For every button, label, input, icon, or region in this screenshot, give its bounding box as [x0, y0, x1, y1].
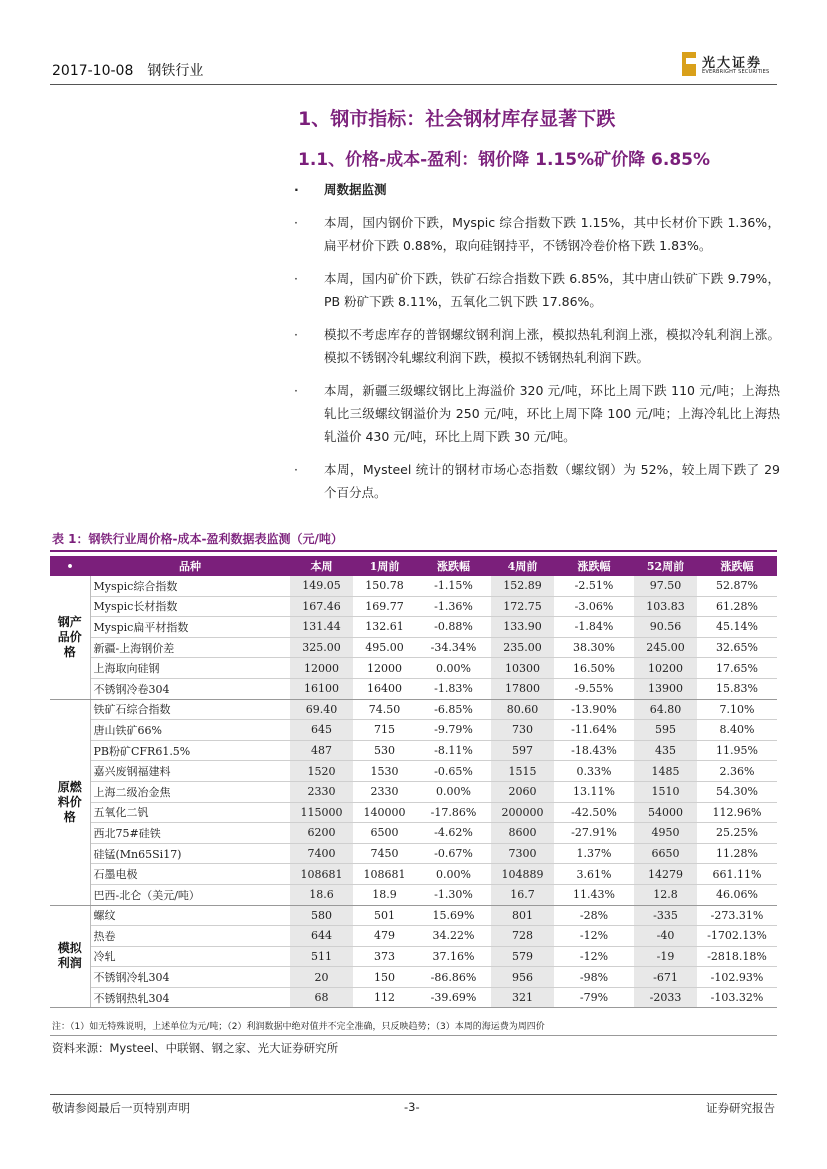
table-cell: 10300 — [491, 658, 554, 679]
bullet-list — [294, 178, 780, 514]
table-cell: 728 — [491, 926, 554, 947]
table-cell: 18.9 — [353, 884, 416, 905]
table-header-cell: 4周前 — [491, 556, 554, 576]
table-cell: -1.15% — [416, 576, 491, 596]
table-row — [50, 576, 777, 596]
bullet-dot-icon: · — [294, 462, 298, 477]
table-header-cell: 1周前 — [353, 556, 416, 576]
bullet-dot-icon: · — [294, 271, 298, 286]
table-cell: 801 — [491, 905, 554, 926]
table-cell: 8.40% — [697, 720, 777, 741]
table-cell: 16400 — [353, 678, 416, 699]
table-cell: 74.50 — [353, 699, 416, 720]
table-row — [50, 781, 777, 802]
table-cell: 0.33% — [554, 761, 634, 782]
table-cell: 64.80 — [634, 699, 697, 720]
table-cell: -12% — [554, 926, 634, 947]
table-row — [50, 678, 777, 699]
table-cell: 97.50 — [634, 576, 697, 596]
table-cell: -102.93% — [697, 967, 777, 988]
group-label: 原燃料价格 — [50, 699, 90, 905]
table-cell: 12.8 — [634, 884, 697, 905]
table-cell: 325.00 — [290, 637, 353, 658]
table-cell: 0.00% — [416, 864, 491, 885]
table-row — [50, 802, 777, 823]
table-cell: 8600 — [491, 823, 554, 844]
table-cell: 152.89 — [491, 576, 554, 596]
table-cell: 715 — [353, 720, 416, 741]
header-meta — [52, 60, 203, 80]
section-subtitle: 1.1、价格-成本-盈利：钢价降 1.15%矿价降 6.85% — [298, 150, 711, 170]
table-row — [50, 596, 777, 617]
table-cell: -0.67% — [416, 843, 491, 864]
bullet-item — [294, 323, 780, 369]
row-label: 铁矿石综合指数 — [90, 699, 290, 720]
table-cell: 38.30% — [554, 637, 634, 658]
table-cell: 90.56 — [634, 617, 697, 638]
table-cell: 1515 — [491, 761, 554, 782]
table-cell: 2330 — [290, 781, 353, 802]
table-cell: 579 — [491, 946, 554, 967]
footer-report-type: 证券研究报告 — [706, 1101, 775, 1115]
table-cell: 235.00 — [491, 637, 554, 658]
table-cell: -18.43% — [554, 740, 634, 761]
table-row — [50, 699, 777, 720]
table-cell: 0.00% — [416, 781, 491, 802]
table-cell: 32.65% — [697, 637, 777, 658]
industry-name: 钢铁行业 — [147, 63, 204, 79]
table-cell: 11.28% — [697, 843, 777, 864]
table-cell: 68 — [290, 987, 353, 1008]
table-cell: 112 — [353, 987, 416, 1008]
row-label: 石墨电极 — [90, 864, 290, 885]
table-cell: -103.32% — [697, 987, 777, 1008]
bullet-item — [294, 458, 780, 504]
table-row — [50, 926, 777, 947]
table-cell: -2033 — [634, 987, 697, 1008]
table-cell: 61.28% — [697, 596, 777, 617]
table-cell: -39.69% — [416, 987, 491, 1008]
table-cell: 644 — [290, 926, 353, 947]
table-cell: 15.83% — [697, 678, 777, 699]
table-cell: 1520 — [290, 761, 353, 782]
table-cell: 321 — [491, 987, 554, 1008]
table-cell: -2818.18% — [697, 946, 777, 967]
table-row — [50, 720, 777, 741]
table-row — [50, 637, 777, 658]
table-cell: -28% — [554, 905, 634, 926]
table-row — [50, 946, 777, 967]
report-date: 2017-10-08 — [52, 63, 134, 79]
table-cell: 103.83 — [634, 596, 697, 617]
bullet-text: 本周，新疆三级螺纹钢比上海溢价 320 元/吨，环比上周下跌 110 元/吨；上海热轧比三级螺纹钢溢价为 250 元/吨，环比上周下降 100 元/吨；上海冷轧比上海热轧溢价 430 元/吨，环比上周下跌 30 元/吨。 — [324, 383, 780, 444]
footer-disclaimer: 敬请参阅最后一页特别声明 — [52, 1101, 190, 1115]
bullet-text: 本周，国内矿价下跌，铁矿石综合指数下跌 6.85%，其中唐山铁矿下跌 9.79%，PB 粉矿下跌 8.11%，五氧化二钒下跌 17.86%。 — [324, 271, 780, 309]
table-cell: 20 — [290, 967, 353, 988]
table-note: 注：（1）如无特殊说明，上述单位为元/吨；（2）利润数据中绝对值并不完全准确，只反映趋势；（3）本周的海运费为周四价 — [52, 1022, 545, 1032]
table-cell: 150.78 — [353, 576, 416, 596]
table-cell: 730 — [491, 720, 554, 741]
row-label: 冷轧 — [90, 946, 290, 967]
table-row — [50, 740, 777, 761]
table-cell: 6200 — [290, 823, 353, 844]
table-cell: -2.51% — [554, 576, 634, 596]
table-cell: 108681 — [290, 864, 353, 885]
table-cell: 7.10% — [697, 699, 777, 720]
table-cell: 167.46 — [290, 596, 353, 617]
table-header-cell: 本周 — [290, 556, 353, 576]
table-cell: 115000 — [290, 802, 353, 823]
table-header-cell: 涨跌幅 — [554, 556, 634, 576]
table-cell: 435 — [634, 740, 697, 761]
table-row — [50, 658, 777, 679]
group-label: 钢产品价格 — [50, 576, 90, 699]
table-cell: -98% — [554, 967, 634, 988]
table-cell: 7300 — [491, 843, 554, 864]
table-cell: 1.37% — [554, 843, 634, 864]
table-cell: 13900 — [634, 678, 697, 699]
table-row — [50, 617, 777, 638]
table-cell: -12% — [554, 946, 634, 967]
table-cell: 133.90 — [491, 617, 554, 638]
row-label: 五氧化二钒 — [90, 802, 290, 823]
table-cell: 1530 — [353, 761, 416, 782]
table-cell: 108681 — [353, 864, 416, 885]
table-cell: 34.22% — [416, 926, 491, 947]
table-cell: -4.62% — [416, 823, 491, 844]
bullet-text: 周数据监测 — [324, 182, 387, 197]
table-cell: 956 — [491, 967, 554, 988]
table-cell: -1.83% — [416, 678, 491, 699]
table-cell: -3.06% — [554, 596, 634, 617]
table-row — [50, 884, 777, 905]
table-cell: -0.65% — [416, 761, 491, 782]
table-row — [50, 761, 777, 782]
table-cell: 2.36% — [697, 761, 777, 782]
row-label: 西北75#硅铁 — [90, 823, 290, 844]
row-label: 不锈钢热轧304 — [90, 987, 290, 1008]
logo-text-cn: 光大证券 — [702, 56, 763, 71]
row-label: 螺纹 — [90, 905, 290, 926]
table-cell: 17800 — [491, 678, 554, 699]
table-cell: -34.34% — [416, 637, 491, 658]
table-cell: 7450 — [353, 843, 416, 864]
table-cell: 3.61% — [554, 864, 634, 885]
table-cell: 6500 — [353, 823, 416, 844]
table-cell: 10200 — [634, 658, 697, 679]
row-label: 不锈钢冷卷304 — [90, 678, 290, 699]
table-cell: 15.69% — [416, 905, 491, 926]
table-cell: 104889 — [491, 864, 554, 885]
row-label: 嘉兴废钢福建料 — [90, 761, 290, 782]
table-cell: 12000 — [353, 658, 416, 679]
page-number: -3- — [404, 1100, 420, 1114]
table-cell: 501 — [353, 905, 416, 926]
table-cell: -1.84% — [554, 617, 634, 638]
table-cell: 172.75 — [491, 596, 554, 617]
bullet-dot-icon: · — [294, 215, 298, 230]
row-label: Myspic长材指数 — [90, 596, 290, 617]
table-cell: 14279 — [634, 864, 697, 885]
table-cell: 25.25% — [697, 823, 777, 844]
table-cell: 149.05 — [290, 576, 353, 596]
table-cell: -19 — [634, 946, 697, 967]
table-cell: 479 — [353, 926, 416, 947]
table-cell: -42.50% — [554, 802, 634, 823]
table-cell: 12000 — [290, 658, 353, 679]
table-cell: -6.85% — [416, 699, 491, 720]
table-cell: 1485 — [634, 761, 697, 782]
everbright-logo — [682, 50, 782, 80]
bullet-dot-icon: · — [294, 327, 298, 342]
table-cell: 245.00 — [634, 637, 697, 658]
table-row — [50, 843, 777, 864]
table-cell: -671 — [634, 967, 697, 988]
table-cell: -86.86% — [416, 967, 491, 988]
table-cell: 4950 — [634, 823, 697, 844]
table-cell: -335 — [634, 905, 697, 926]
table-cell: 595 — [634, 720, 697, 741]
table-cell: -13.90% — [554, 699, 634, 720]
table-cell: 597 — [491, 740, 554, 761]
table-cell: -79% — [554, 987, 634, 1008]
table-row — [50, 905, 777, 926]
table-header-cell: 品种 — [90, 556, 290, 576]
header-divider — [50, 84, 777, 85]
table-cell: -1702.13% — [697, 926, 777, 947]
table-cell: 140000 — [353, 802, 416, 823]
table-cell: 495.00 — [353, 637, 416, 658]
table-cell: -8.11% — [416, 740, 491, 761]
table-top-rule — [50, 550, 777, 552]
table-cell: 54000 — [634, 802, 697, 823]
table-cell: 645 — [290, 720, 353, 741]
table-cell: 0.00% — [416, 658, 491, 679]
table-cell: 200000 — [491, 802, 554, 823]
row-label: 新疆-上海钢价差 — [90, 637, 290, 658]
table-cell: 7400 — [290, 843, 353, 864]
row-label: Myspic扁平材指数 — [90, 617, 290, 638]
table-cell: 16.7 — [491, 884, 554, 905]
row-label: 热卷 — [90, 926, 290, 947]
bullet-item — [294, 178, 780, 201]
table-cell: 580 — [290, 905, 353, 926]
table-cell: -0.88% — [416, 617, 491, 638]
table-cell: 52.87% — [697, 576, 777, 596]
table-row — [50, 987, 777, 1008]
table-cell: 16100 — [290, 678, 353, 699]
bullet-text: 本周，国内钢价下跌，Myspic 综合指数下跌 1.15%，其中长材价下跌 1.36%，扁平材价下跌 0.88%，取向硅钢持平，不锈钢冷卷价格下跌 1.83%。 — [324, 215, 780, 253]
table-row — [50, 823, 777, 844]
table-cell: -11.64% — [554, 720, 634, 741]
bullet-text: 模拟不考虑库存的普钢螺纹钢利润上涨，模拟热轧利润上涨，模拟冷轧利润上涨。模拟不锈钢冷轧螺纹利润下跌，模拟不锈钢热轧利润下跌。 — [324, 327, 780, 365]
table-cell: 530 — [353, 740, 416, 761]
table-cell: 2330 — [353, 781, 416, 802]
table-body — [50, 576, 777, 1008]
table-cell: -27.91% — [554, 823, 634, 844]
table-cell: 80.60 — [491, 699, 554, 720]
table-cell: 112.96% — [697, 802, 777, 823]
bullet-item — [294, 211, 780, 257]
bullet-dot-icon: · — [294, 182, 299, 197]
section-title: 1、钢市指标：社会钢材库存显著下跌 — [298, 108, 616, 130]
row-label: 硅锰(Mn65Si17) — [90, 843, 290, 864]
table-cell: 1510 — [634, 781, 697, 802]
logo-text-en: EVERBRIGHT SECURITIES — [702, 69, 770, 75]
group-label: 模拟利润 — [50, 905, 90, 1008]
table-cell: -9.55% — [554, 678, 634, 699]
table-cell: 16.50% — [554, 658, 634, 679]
table-cell: 6650 — [634, 843, 697, 864]
footer-divider — [50, 1094, 777, 1095]
table-cell: 54.30% — [697, 781, 777, 802]
table-cell: 2060 — [491, 781, 554, 802]
table-cell: -17.86% — [416, 802, 491, 823]
table-row — [50, 864, 777, 885]
table-header-cell: 52周前 — [634, 556, 697, 576]
table-cell: -1.30% — [416, 884, 491, 905]
price-cost-profit-table — [50, 556, 777, 1008]
table-header-row — [50, 556, 777, 576]
table-cell: 511 — [290, 946, 353, 967]
table-cell: 169.77 — [353, 596, 416, 617]
bullet-text: 本周，Mysteel 统计的钢材市场心态指数（螺纹钢）为 52%，较上周下跌了 29 个百分点。 — [324, 462, 780, 500]
table-cell: 132.61 — [353, 617, 416, 638]
note-divider — [50, 1035, 777, 1036]
logo-mark-icon — [682, 52, 696, 76]
row-label: 上海二级冶金焦 — [90, 781, 290, 802]
table-cell: 11.43% — [554, 884, 634, 905]
row-label: 唐山铁矿66% — [90, 720, 290, 741]
table-cell: 69.40 — [290, 699, 353, 720]
table-header-cell: • — [50, 556, 90, 576]
table-cell: 373 — [353, 946, 416, 967]
row-label: Myspic综合指数 — [90, 576, 290, 596]
table-cell: 150 — [353, 967, 416, 988]
table-caption: 表 1：钢铁行业周价格-成本-盈利数据表监测（元/吨） — [52, 532, 343, 546]
row-label: 不锈钢冷轧304 — [90, 967, 290, 988]
row-label: 巴西-北仑（美元/吨） — [90, 884, 290, 905]
table-cell: -1.36% — [416, 596, 491, 617]
table-row — [50, 967, 777, 988]
data-source: 资料来源：Mysteel、中联钢、钢之家、光大证券研究所 — [52, 1041, 339, 1055]
bullet-dot-icon: · — [294, 383, 298, 398]
table-cell: 661.11% — [697, 864, 777, 885]
bullet-item — [294, 267, 780, 313]
table-cell: 13.11% — [554, 781, 634, 802]
table-cell: -40 — [634, 926, 697, 947]
table-cell: 11.95% — [697, 740, 777, 761]
row-label: PB粉矿CFR61.5% — [90, 740, 290, 761]
table-header-cell: 涨跌幅 — [697, 556, 777, 576]
table-cell: 18.6 — [290, 884, 353, 905]
table-cell: 131.44 — [290, 617, 353, 638]
table-cell: -273.31% — [697, 905, 777, 926]
table-cell: -9.79% — [416, 720, 491, 741]
table-cell: 487 — [290, 740, 353, 761]
row-label: 上海取向硅钢 — [90, 658, 290, 679]
table-cell: 46.06% — [697, 884, 777, 905]
table-cell: 45.14% — [697, 617, 777, 638]
table-cell: 37.16% — [416, 946, 491, 967]
table-cell: 17.65% — [697, 658, 777, 679]
table-header-cell: 涨跌幅 — [416, 556, 491, 576]
bullet-item — [294, 379, 780, 448]
